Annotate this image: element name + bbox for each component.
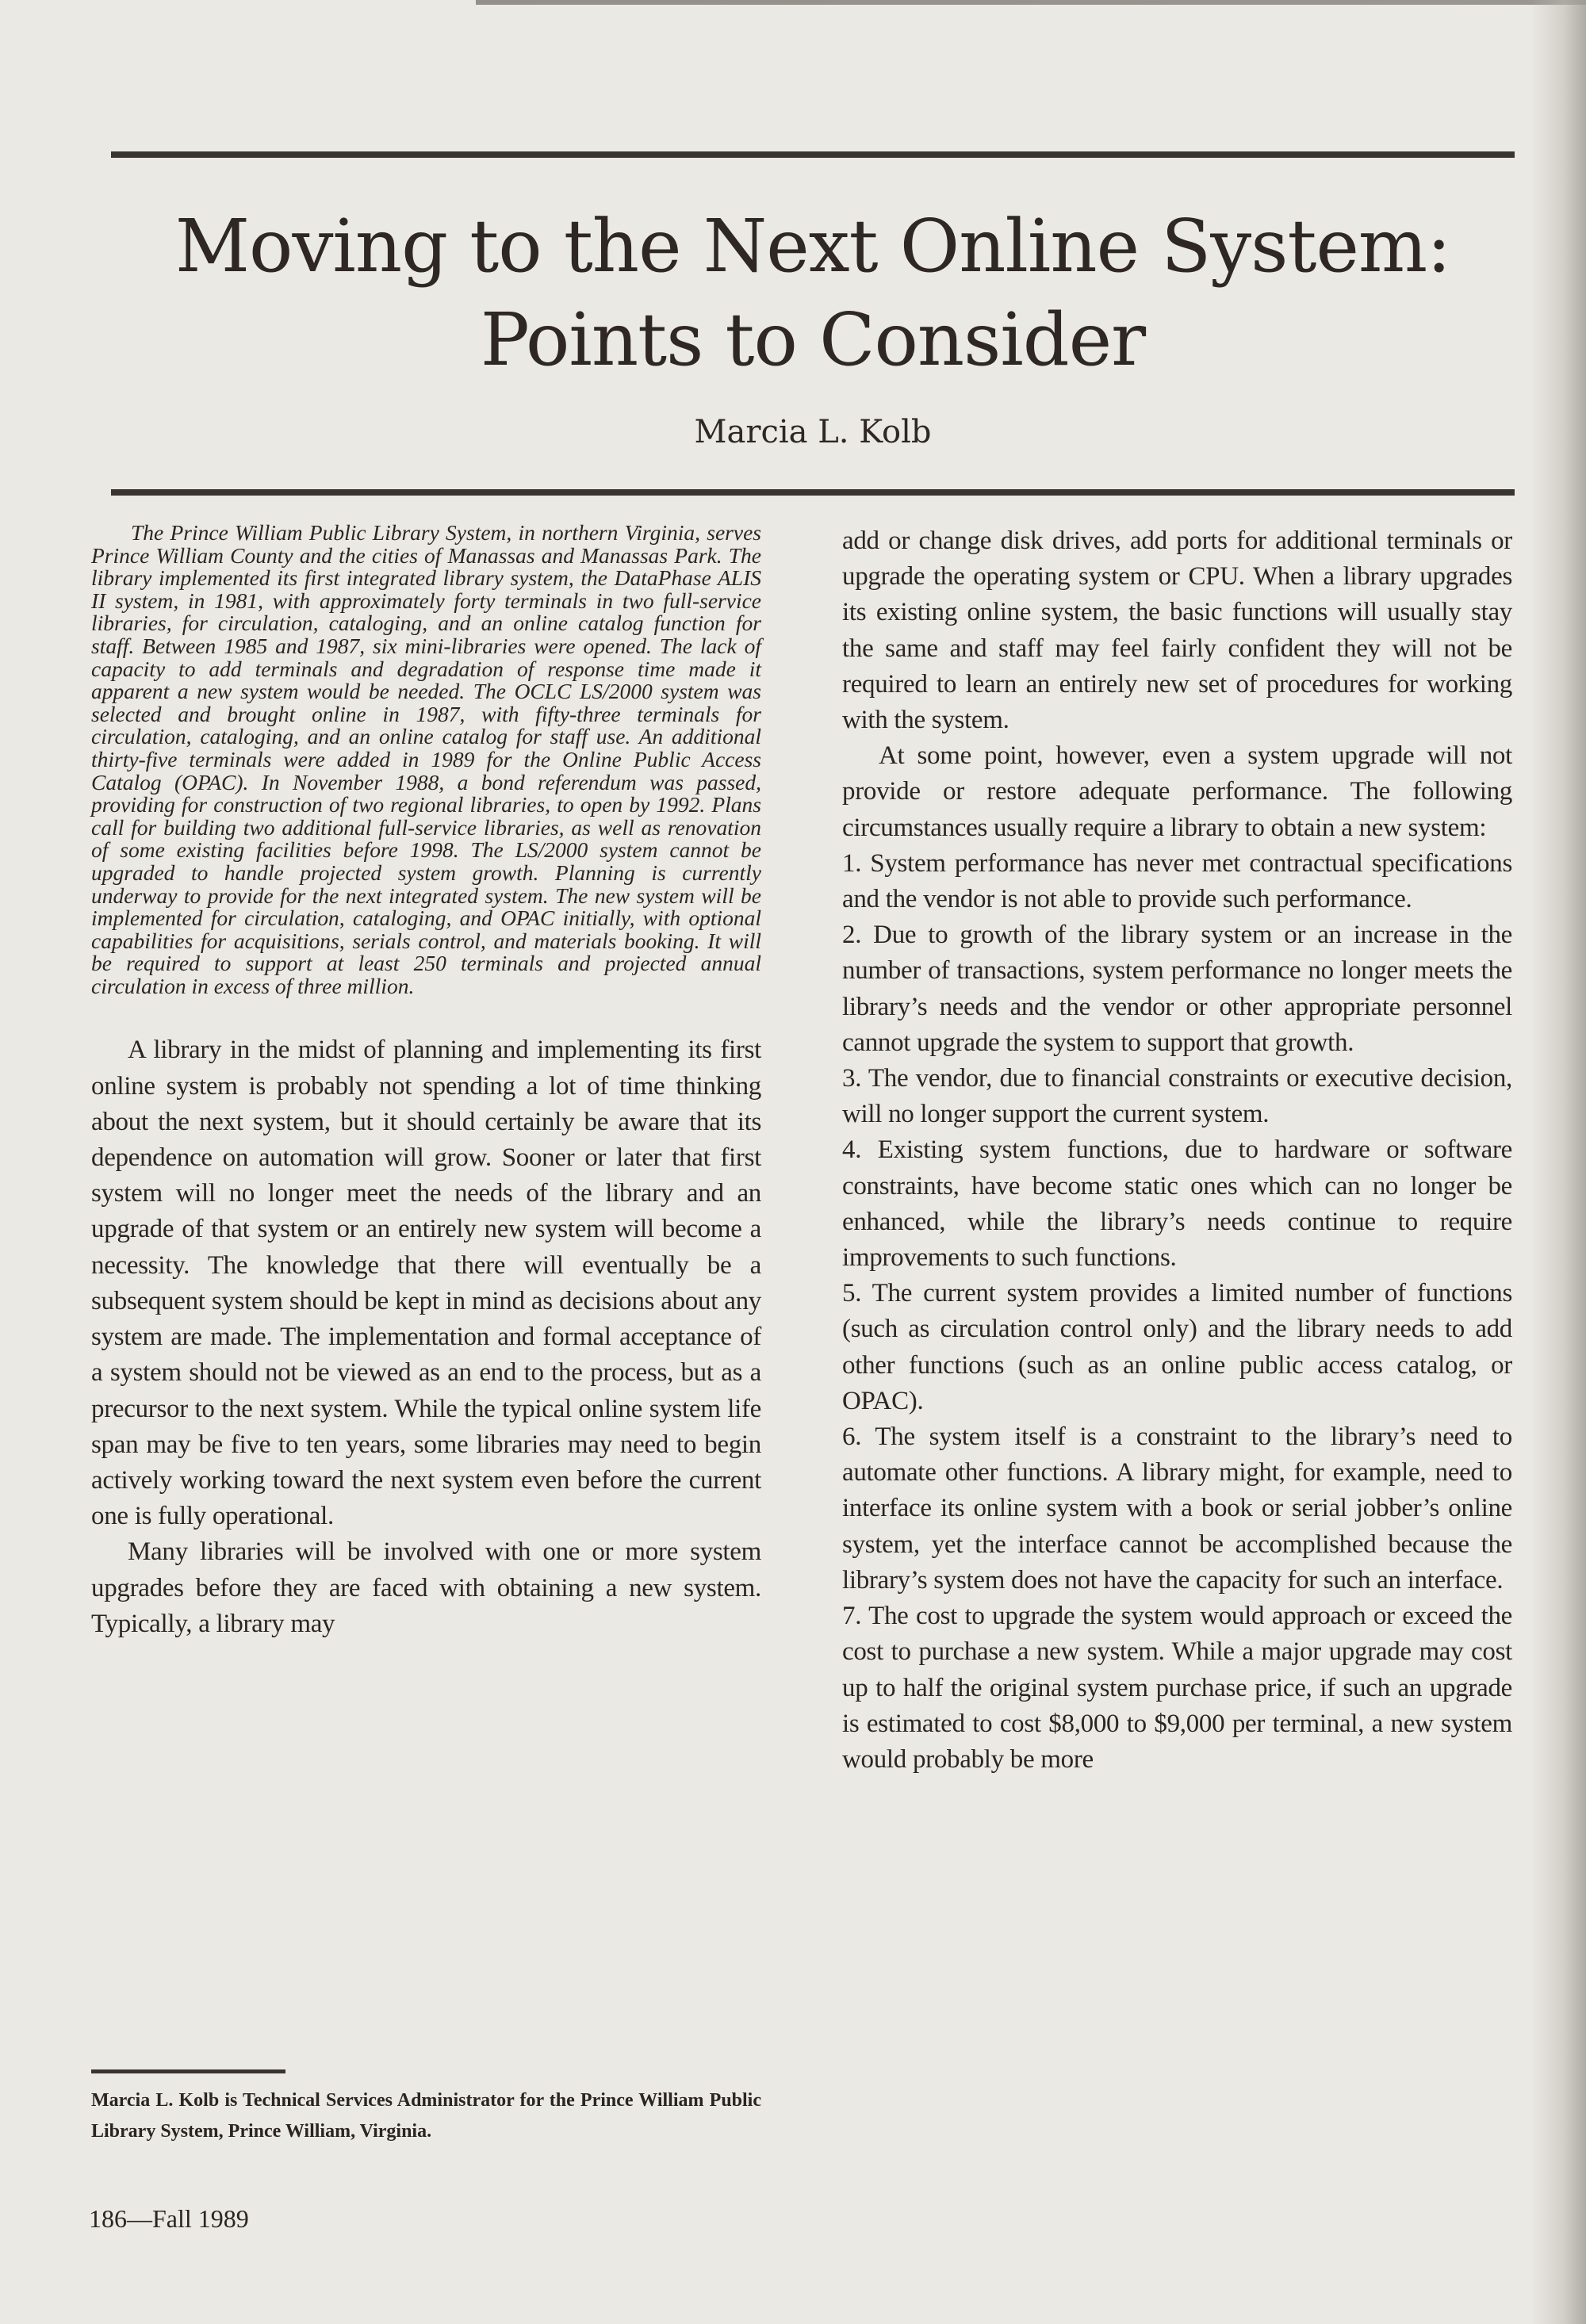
right-column [842, 523, 1512, 1778]
list-item: 6. The system itself is a constraint to the library’s need to automate other functions. A library might, for example, need to interface its online system with a book or serial jobber’s online system, yet the interface cannot be accomplished because the library’s system does not have the capacity for such an interface. [842, 1422, 1512, 1595]
article-title [111, 200, 1515, 387]
list-item: 7. The cost to upgrade the system would approach or exceed the cost to purchase a new system. While a major upgrade may cost up to half the original system purchase price, if such an upgrade is estimated to cost $8,000 to $9,000 per terminal, a new system would probably be more [842, 1602, 1512, 1774]
list-item: 2. Due to growth of the library system or an increase in the number of transactions, system performance no longer meets the library’s needs and the vendor or other appropriate personnel cannot upgrade the system to support that growth. [842, 921, 1512, 1057]
list-item: 1. System performance has never met contractual specifications and the vendor is not able to provide such performance. [842, 848, 1512, 914]
list-item: 5. The current system provides a limited number of functions (such as circulation control only) and the library needs to add other functions (such as an online public access catalog, or OPAC). [842, 1279, 1512, 1415]
list-item: 4. Existing system functions, due to hardware or software constraints, have become static ones which can no longer be enhanced, while the library’s needs continue to require improvements to such functions. [842, 1135, 1512, 1273]
body-paragraph: At some point, however, even a system upgrade will not provide or restore adequate performance. The following circumstances usually require a library to obtain a new system: [842, 741, 1512, 842]
title-bottom-rule [111, 489, 1515, 496]
article-author: Marcia L. Kolb [694, 414, 932, 450]
right-body [842, 523, 1512, 1778]
body-paragraph: Many libraries will be involved with one or more system upgrades before they are faced with obtaining a new system. Typically, a library may [91, 1537, 761, 1638]
abstract [91, 515, 761, 997]
left-body [91, 1032, 761, 1641]
author-footnote: Marcia L. Kolb is Technical Services Administrator for the Prince William Public Library System, Prince William, Virginia. [91, 2090, 761, 2142]
page-folio: 186—Fall 1989 [89, 2204, 249, 2233]
footnote-rule [91, 2069, 285, 2073]
article-title-line-2: Points to Consider [480, 297, 1146, 382]
body-paragraph: A library in the midst of planning and implementing its first online system is probably not spending a lot of time thinking about the next system, but it should certainly be aware that its dependence on automation will grow. Sooner or later that first system will no longer meet the needs of the library and an upgrade of that system or an entirely new system will become a necessity. The knowledge that there will eventually be a subsequent system should be kept in mind as decisions about any system are made. The implementation and formal acceptance of a system should not be viewed as an end to the process, but as a precursor to the next system. While the typical online system life span may be five to ten years, some libraries may need to begin actively working toward the next system even before the current one is fully operational. [91, 1036, 761, 1531]
title-top-rule [111, 151, 1515, 158]
left-column [91, 515, 761, 1642]
abstract-text: The Prince William Public Library System, in northern Virginia, serves Prince William County and the cities of Manassas and Manassas Park. The library implemented its first integrated library system, the DataPhase ALIS II system, in 1981, with approximately forty terminals in two full-service libraries, for circulation, cataloging, and an online catalog function for staff. Between 1985 and 1987, six mini-libraries were opened. The lack of capacity to add terminals and degradation of response time made it apparent a new system would be needed. The OCLC LS/2000 system was selected and brought online in 1987, with fifty-three terminals for circulation, cataloging, and an online catalog for staff use. An additional thirty-five terminals were added in 1989 for the Online Public Access Catalog (OPAC). In November 1988, a bond referendum was passed, providing for construction of two regional libraries, to open by 1992. Plans call for building two additional full-service libraries, as well as renovation of some existing facilities before 1998. The LS/2000 system cannot be upgraded to handle projected system growth. Planning is currently underway to provide for the next integrated system. The new system will be implemented for circulation, cataloging, and OPAC initially, with optional capabilities for acquisitions, serials control, and materials booking. It will be required to support at least 250 terminals and projected annual circulation in excess of three million. [91, 520, 761, 998]
body-paragraph: add or change disk drives, add ports for additional terminals or upgrade the operating system or CPU. When a library upgrades its existing online system, the basic functions will usually stay the same and staff may feel fairly confident they will not be required to learn an entirely new set of procedures for working with the system. [842, 526, 1512, 735]
page-gutter-shadow [1530, 0, 1586, 2324]
article-title-line-1: Moving to the Next Online System: [174, 204, 1451, 289]
page-top-edge [476, 0, 1586, 5]
list-item: 3. The vendor, due to financial constraints or executive decision, will no longer support the current system. [842, 1064, 1512, 1129]
